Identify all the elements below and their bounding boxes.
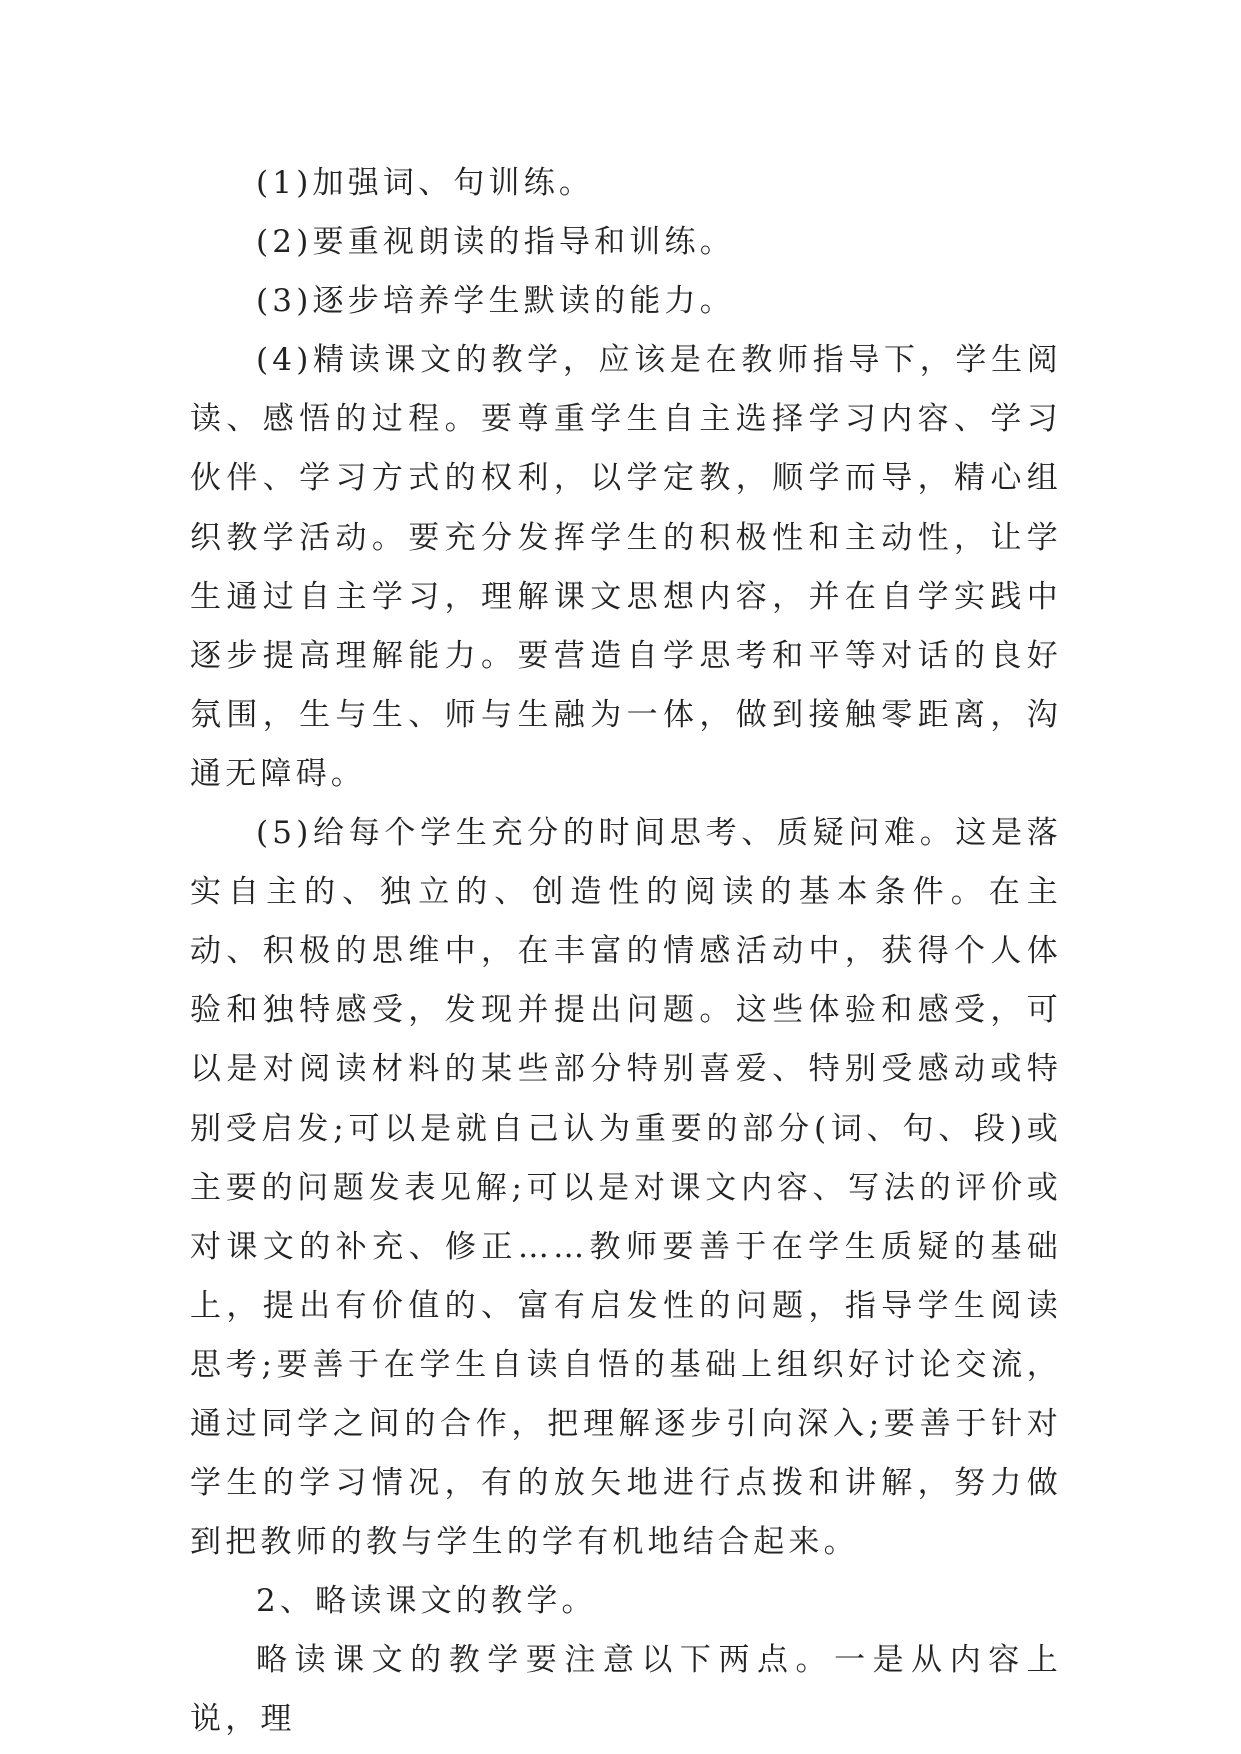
body-text — [190, 154, 1062, 1750]
paragraph-item-3: (3)逐步培养学生默读的能力。 — [256, 283, 735, 320]
paragraph-item-1: (1)加强词、句训练。 — [256, 165, 595, 201]
paragraph-item-4: (4)精读课文的教学，应该是在教师指导下，学生阅读、感悟的过程。要尊重学生自主选择学习内容、学习伙伴、学习方式的权利，以学定教，顺学而导，精心组织教学活动。要充分发挥学生的积极性和主动性，让学生通过自主学习，理解课文思想内容，并在自学实践中逐步提高理解能力。要营造自学思考和平等对话的良好氛围，生与生、师与生融为一体，做到接触零距离，沟通无障碍。 — [190, 342, 1062, 792]
paragraph-item-5: (5)给每个学生充分的时间思考、质疑问难。这是落实自主的、独立的、创造性的阅读的基本条件。在主动、积极的思维中，在丰富的情感活动中，获得个人体验和独特感受，发现并提出问题。这些体验和感受，可以是对阅读材料的某些部分特别喜爱、特别受感动或特别受启发;可以是就自己认为重要的部分(词、句、段)或主要的问题发表见解;可以是对课文内容、写法的评价或对课文的补充、修正……教师要善于在学生质疑的基础上，提出有价值的、富有启发性的问题，指导学生阅读思考;要善于在学生自读自悟的基础上组织好讨论交流，通过同学之间的合作，把理解逐步引向深入;要善于针对学生的学习情况，有的放矢地进行点拨和讲解，努力做到把教师的教与学生的学有机地结合起来。 — [190, 815, 1062, 1561]
section-heading: 2、略读课文的教学。 — [256, 1583, 597, 1620]
paragraph-item-2: (2)要重视朗读的指导和训练。 — [256, 224, 735, 261]
paragraph-item-6: 略读课文的教学要注意以下两点。一是从内容上说，理 — [190, 1642, 1062, 1738]
